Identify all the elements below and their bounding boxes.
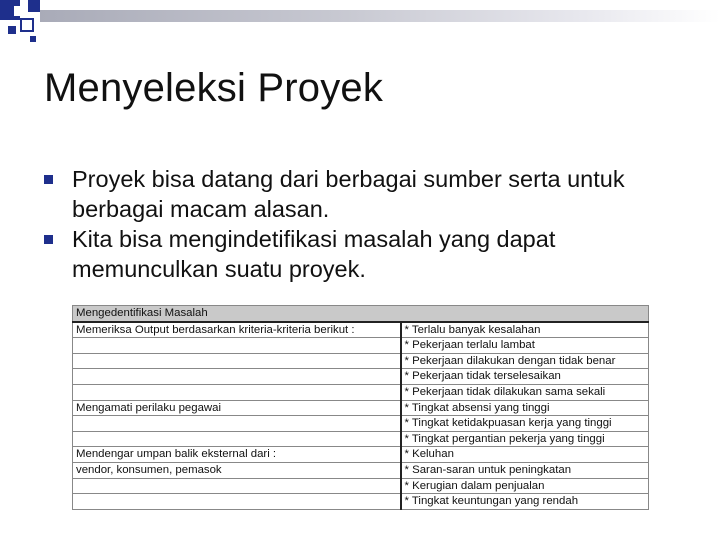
header-gradient-bar: [40, 10, 720, 22]
table-row: [73, 478, 649, 494]
table-cell-left: [73, 353, 401, 369]
table-row: [73, 338, 649, 354]
table-cell-left: Mendengar umpan balik eksternal dari :: [73, 447, 401, 463]
table-cell-right: * Kerugian dalam penjualan: [401, 478, 649, 494]
corner-square-decoration: [28, 0, 40, 12]
table-row: [73, 416, 649, 432]
bullet-item: [44, 224, 684, 284]
table-row: [73, 384, 649, 400]
table-cell-left: [73, 431, 401, 447]
table-cell-right: * Tingkat keuntungan yang rendah: [401, 494, 649, 510]
table-row: [73, 494, 649, 510]
table-cell-left: vendor, konsumen, pemasok: [73, 462, 401, 478]
table-cell-right: * Tingkat pergantian pekerja yang tinggi: [401, 431, 649, 447]
table-row: [73, 322, 649, 338]
table-cell-left: [73, 338, 401, 354]
table-row: [73, 447, 649, 463]
table-cell-right: * Pekerjaan terlalu lambat: [401, 338, 649, 354]
bullet-text: Proyek bisa datang dari berbagai sumber serta untuk berbagai macam alasan.: [72, 166, 625, 222]
table-cell-right: * Tingkat ketidakpuasan kerja yang tinggi: [401, 416, 649, 432]
table-row: [73, 431, 649, 447]
corner-square-decoration: [30, 36, 36, 42]
square-bullet-icon: [44, 235, 53, 244]
table-row: [73, 400, 649, 416]
table-cell-left: Memeriksa Output berdasarkan kriteria-kriteria berikut :: [73, 322, 401, 338]
table-cell-left: Mengamati perilaku pegawai: [73, 400, 401, 416]
table: [72, 305, 649, 510]
bullet-text: Kita bisa mengindetifikasi masalah yang dapat memunculkan suatu proyek.: [72, 226, 556, 282]
table-cell-right: * Terlalu banyak kesalahan: [401, 322, 649, 338]
problem-identification-table: [72, 305, 648, 510]
table-header-row: [73, 306, 649, 322]
table-cell-left: [73, 369, 401, 385]
table-header-cell: Mengedentifikasi Masalah: [73, 306, 649, 322]
table-cell-left: [73, 494, 401, 510]
square-bullet-icon: [44, 175, 53, 184]
table-row: [73, 462, 649, 478]
corner-square-decoration: [14, 6, 24, 16]
slide-title: Menyeleksi Proyek: [44, 66, 384, 110]
table-cell-right: * Pekerjaan tidak terselesaikan: [401, 369, 649, 385]
corner-square-decoration: [8, 26, 16, 34]
bullet-list: [44, 164, 684, 284]
table-row: [73, 369, 649, 385]
corner-square-decoration: [20, 18, 34, 32]
table-cell-right: * Saran-saran untuk peningkatan: [401, 462, 649, 478]
table-cell-right: * Pekerjaan dilakukan dengan tidak benar: [401, 353, 649, 369]
table-cell-right: * Tingkat absensi yang tinggi: [401, 400, 649, 416]
table-cell-right: * Keluhan: [401, 447, 649, 463]
table-cell-left: [73, 384, 401, 400]
table-row: [73, 353, 649, 369]
table-cell-left: [73, 416, 401, 432]
table-cell-left: [73, 478, 401, 494]
table-cell-right: * Pekerjaan tidak dilakukan sama sekali: [401, 384, 649, 400]
bullet-item: [44, 164, 684, 224]
